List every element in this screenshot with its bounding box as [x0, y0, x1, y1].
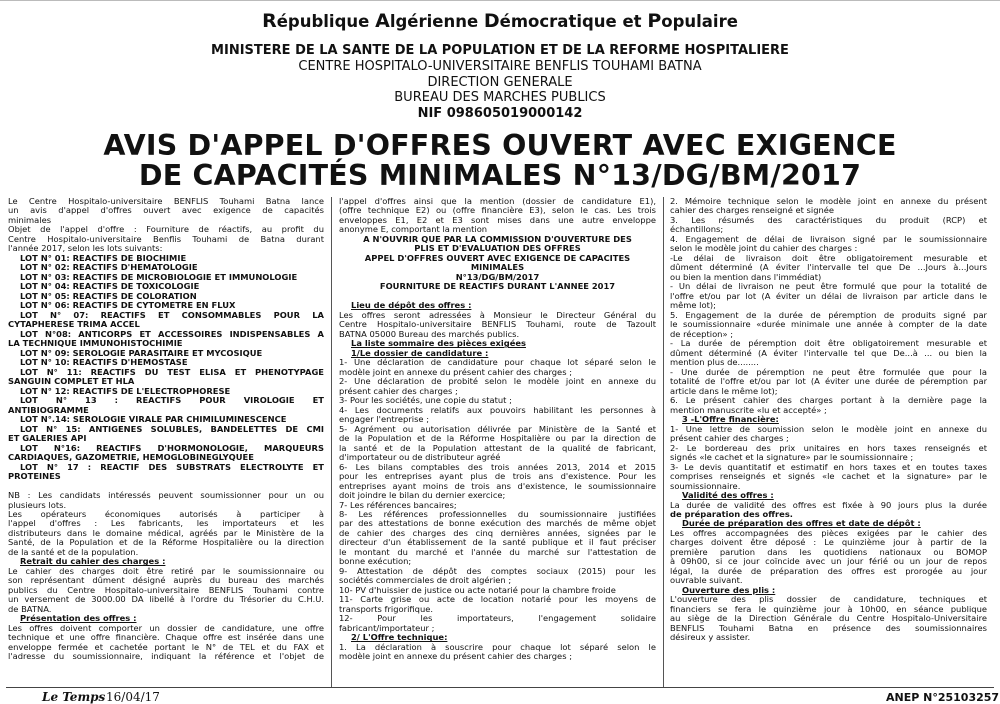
- footer-rule: [6, 687, 994, 688]
- text-line: doit joindre le bilan du dernier exercice;: [339, 491, 506, 501]
- text-line: signés «le cachet et la signature» par le soumissionnaire ;: [670, 453, 914, 463]
- text-line: LOT N°08: ANTICORPS ET ACCESSOIRES INDISPENSABLES A: [20, 329, 324, 339]
- text-line: Ouverture des plis :: [682, 585, 776, 595]
- text-line: l'appel d'offres ainsi que la mention (dossier de candidature E1),: [339, 197, 656, 206]
- text-line: [339, 292, 656, 301]
- text-line: CYTAPHERESE TRIMA ACCEL: [8, 320, 140, 330]
- text-line: 4. Engagement de délai de livraison signé par le soumissionnaire: [670, 234, 987, 244]
- header-initial: D: [483, 10, 500, 32]
- text-line: ET GALERIES API: [8, 434, 87, 444]
- text-line: de réception» ;: [670, 329, 734, 339]
- text-line: BENFLIS Touhami Batna en présence des soumissionnaires: [670, 623, 987, 633]
- text-line: Présentation des offres :: [20, 614, 137, 624]
- text-line: NB : Les candidats intéressés peuvent soumissionner pour un ou: [8, 491, 324, 501]
- text-line: article dans le même lot);: [670, 386, 778, 396]
- text-line: transports frigorifique.: [339, 604, 434, 614]
- text-line: MINIMALES: [470, 263, 525, 273]
- text-line: ou bien la mention dans l'immédiat): [670, 272, 822, 282]
- text-line: Lieu de dépôt des offres :: [351, 301, 472, 311]
- text-line: fabricant/importateur ;: [339, 623, 435, 633]
- text-line: l'offre et/ou par lot (A éviter un délai de livraison par article dans le: [670, 291, 987, 301]
- text-line: enveloppe fermée et cachetée portant le N° de TEL et du FAX et: [8, 642, 324, 652]
- text-line: FOURNITURE DE REACTIFS DURANT L'ANNEE 2017: [379, 282, 616, 292]
- text-column-left: [8, 197, 324, 683]
- text-line: 3- Le devis quantitatif et estimatif en hors taxes et en toutes taxes: [670, 462, 987, 472]
- text-line: 6- Les bilans comptables des trois années 2013, 2014 et 2015: [339, 462, 656, 472]
- column-divider: [331, 197, 332, 687]
- text-line: première parution dans les quotidiens nationaux ou BOMOP: [670, 547, 987, 557]
- text-line: BATNA 05000 Bureau des marchés publics.: [339, 329, 520, 339]
- text-line: 3. Les résumés des caractéristiques du produit (RCP) et: [670, 215, 987, 225]
- text-line: dûment déterminé (A éviter l'intervalle tel que De ...Jours à...Jours: [670, 263, 987, 273]
- text-line: 11- Carte grise ou acte de location notarié pour les moyens de: [339, 595, 656, 605]
- text-line: enveloppes E1, E2 et E3 sont mises dans une autre enveloppe: [339, 215, 656, 225]
- text-line: publics du Centre Hospitalo-universitaire BENFLIS Touhami contre: [8, 585, 324, 595]
- text-line: 1- Une lettre de soumission selon le modèle joint en annexe du: [670, 424, 987, 434]
- header-word: épublique: [276, 12, 376, 31]
- text-line: LOT N° 07: REACTIFS ET CONSOMMABLES POUR LA: [20, 310, 324, 320]
- text-line: modèle joint en annexe du présent cahier des charges ;: [339, 367, 573, 377]
- text-line: Les offres doivent comporter un dossier de candidature, une offre: [8, 623, 324, 633]
- text-line: un avis d'appel d'offres ouvert avec exigence de capacités: [8, 206, 324, 216]
- text-line: 4- Les documents relatifs aux pouvoirs habilitant les personnes à: [339, 405, 656, 415]
- header-word: opulaire: [661, 12, 738, 31]
- text-line: l'année 2017, selon les lots suivants:: [8, 244, 163, 254]
- text-line: technique et une offre financière. Chaque offre est insérée dans une: [8, 633, 324, 643]
- nif-number: NIF 098605019000142: [417, 106, 583, 121]
- text-line: - Une durée de péremption ne peut être formulée que pour la: [670, 367, 987, 377]
- text-line: Validité des offres :: [682, 491, 774, 501]
- text-line: 2. Mémoire technique selon le modèle joint en annexe du présent: [670, 197, 987, 206]
- text-line: distributeurs dans le domaine médical, agréés par le Ministère de la: [8, 528, 324, 538]
- text-line: pour les entreprises ayant plus de trois ans d'existence. Pour les: [339, 472, 656, 482]
- text-line: - La durée de péremption doit être obligatoirement mesurable et: [670, 339, 987, 349]
- text-line: totalité de l'offre et/ou par lot (A éviter une durée de péremption par: [670, 377, 987, 387]
- notice-title-line-2: DE CAPACITÉS MINIMALES N°13/DG/BM/2017: [138, 159, 862, 192]
- text-line: LOT N° 10: REACTIFS D'HEMOSTASE: [20, 358, 188, 368]
- text-line: de la Population et de la Réforme Hospitalière ou par la direction de: [339, 434, 656, 444]
- text-line: -Le délai de livraison doit être obligatoirement mesurable et: [670, 253, 987, 263]
- header-initial: A: [375, 10, 390, 32]
- text-line: 1- Une déclaration de candidature pour chaque lot séparé selon le: [339, 358, 656, 368]
- text-line: LOT N° 09: SEROLOGIE PARASITAIRE ET MYCOSIQUE: [20, 348, 263, 358]
- text-line: l'appel d'offres : Les fabricants, les importateurs et les: [8, 519, 324, 529]
- text-line: LOT N° 12: REACTIFS DE L'ELECTROPHORESE: [20, 386, 231, 396]
- text-line: au siège de la Direction Générale du Centre Hospitalo-Universitaire: [670, 614, 987, 624]
- text-line: de cahier des charges des cinq dernières années, signées par le: [339, 528, 656, 538]
- hospital-name: CENTRE HOSPITALO-UNIVERSITAIRE BENFLIS TOUHAMI BATNA: [298, 59, 702, 74]
- text-line: de la santé et de la population.: [8, 547, 139, 557]
- text-line: d'importateur ou de distributeur agréé: [339, 453, 501, 463]
- text-line: minimales: [8, 215, 52, 225]
- text-line: Le Centre Hospitalo-universitaire BENFLIS Touhami Batna lance: [8, 197, 324, 206]
- text-line: 10- PV d'huissier de justice ou acte notarié pour la chambre froide: [339, 585, 616, 595]
- text-line: 3- Pour les sociétés, une copie du statut ;: [339, 396, 512, 406]
- text-line: cahier des charges renseigné et signée: [670, 206, 835, 216]
- text-line: [8, 482, 324, 491]
- text-line: 2- Une déclaration de probité selon le modèle joint en annexe du: [339, 377, 656, 387]
- text-line: CARDIAQUES, GAZOMETRIE, HEMOGLOBINEGLYQUEE: [8, 453, 254, 463]
- text-line: soumissionnaire.: [670, 481, 741, 491]
- text-line: comprises renseignés et signés «le cachet et la signature» par le: [670, 472, 987, 482]
- text-line: modèle joint en annexe du présent cahier des charges ;: [339, 652, 573, 662]
- text-line: Santé, de la Population et de la Réforme Hospitalière ou la direction: [8, 538, 324, 548]
- notice-title-line-1: AVIS D'APPEL D'OFFRES OUVERT AVEC EXIGENCE: [103, 129, 897, 162]
- text-line: mention manuscrite «lu et accepté» ;: [670, 405, 827, 415]
- text-line: APPEL D'OFFRES OUVERT AVEC EXIGENCE DE CAPACITES: [364, 253, 631, 263]
- text-line: La liste sommaire des pièces exigées: [351, 339, 526, 349]
- text-line: à 09h00, si ce jour coïncide avec un jour férié ou un jour de repos: [670, 557, 987, 567]
- anep-reference: ANEP N°25103257: [886, 691, 1000, 704]
- text-line: de préparation des offres.: [670, 509, 793, 519]
- text-line: dûment déterminé (A éviter l'intervalle tel que De...à ... ou bien la: [670, 348, 987, 358]
- text-line: 1. La déclaration à souscrire pour chaque lot séparé selon le: [339, 642, 656, 652]
- text-line: LOT N° 15: ANTIGENES SOLUBLES, BANDELETTES DE CMI: [20, 424, 324, 434]
- text-line: Le cahier des charges doit être retiré par le soumissionnaire ou: [8, 566, 324, 576]
- text-line: 8- Les références professionnelles du soumissionnaire justifiées: [339, 509, 656, 519]
- text-line: échantillons;: [670, 225, 724, 235]
- text-line: ouvrable suivant.: [670, 576, 743, 586]
- text-line: LOT N° 04: REACTIFS DE TOXICOLOGIE: [20, 282, 200, 292]
- text-line: La durée de validité des offres est fixée à 90 jours plus la durée: [670, 500, 987, 510]
- text-line: LOT N° 13 : REACTIFS POUR VIROLOGIE ET: [20, 396, 324, 406]
- text-line: Les offres accompagnées des pièces exigées par le cahier des: [670, 528, 987, 538]
- text-line: LOT N° 17 : REACTIF DES SUBSTRATS ELECTROLYTE ET: [20, 462, 324, 472]
- text-line: sociétés commerciales de droit algérien ;: [339, 576, 512, 586]
- newspaper-name: Le Temps: [42, 690, 106, 704]
- text-line: Objet de l'appel d'offre : Fourniture de réactifs, au profit du: [8, 225, 324, 235]
- text-line: Centre Hospitalo-universitaire Benflis Touhami de Batna durant: [8, 234, 324, 244]
- text-line: 2/ L'Offre technique:: [351, 633, 448, 643]
- header-word: lgérienne: [389, 12, 484, 31]
- text-line: plusieurs lots.: [8, 500, 67, 510]
- text-line: légal, la durée de préparation des offres est prorogée au jour: [670, 566, 987, 576]
- text-line: financiers se fera le quinzième jour à 10h00, en séance publique: [670, 604, 987, 614]
- text-line: le montant du marché et l'année du marché sur l'attestation de: [339, 547, 656, 557]
- publication-date: 16/04/17: [106, 690, 160, 704]
- header-initial: P: [647, 10, 662, 32]
- republic-header: [0, 10, 1000, 32]
- text-line: 1/Le dossier de candidature :: [351, 348, 489, 358]
- text-line: 5- Agrément ou autorisation délivrée par Ministère de la Santé et: [339, 424, 656, 434]
- direction-name: DIRECTION GENERALE: [427, 75, 573, 90]
- column-divider: [663, 197, 664, 687]
- text-line: 3 -L'Offre financière:: [682, 415, 779, 425]
- text-line: LOT N° 02: REACTIFS D'HEMATOLOGIE: [20, 263, 198, 273]
- text-line: l'adresse du soumissionnaire, indiquant la référence et l'objet de: [8, 652, 324, 662]
- text-line: Durée de préparation des offres et date de dépôt :: [682, 519, 921, 529]
- text-line: 2- Le bordereau des prix unitaires en hors taxes renseignés et: [670, 443, 987, 453]
- text-line: présent cahier des charges ;: [339, 386, 458, 396]
- text-line: désireux y assister.: [670, 633, 751, 643]
- ministry-name: MINISTERE DE LA SANTE DE LA POPULATION ET DE LA REFORME HOSPITALIERE: [211, 43, 789, 58]
- text-line: par des attestations de bonne exécution des marchés de même objet: [339, 519, 656, 529]
- text-line: le soumissionnaire «durée minimale une année à compter de la date: [670, 320, 987, 330]
- header-initial: R: [262, 10, 277, 32]
- text-line: entreprises ayant moins de trois ans d'existence, le soumissionnaire: [339, 481, 656, 491]
- text-line: un versement de 3000.00 DA libellé à l'ordre du Trésorier du C.H.U.: [8, 595, 324, 605]
- text-line: charges doivent être déposé : Le quinzième jour à partir de la: [670, 538, 987, 548]
- text-line: directeur d'un établissement de la santé publique et il faut préciser: [339, 538, 656, 548]
- text-line: selon le modèle joint du cahier des charges :: [670, 244, 858, 254]
- text-line: 9- Attestation de dépôt des comptes sociaux (2015) pour les: [339, 566, 656, 576]
- text-line: de BATNA.: [8, 604, 52, 614]
- text-line: (offre technique E2) ou (offre financière E3), selon le cas. Les trois: [339, 206, 656, 216]
- text-line: bonne exécution;: [339, 557, 412, 567]
- text-line: LA TECHNIQUE IMMUNOHISTOCHIMIE: [8, 339, 183, 349]
- text-line: LOT N° 03: REACTIFS DE MICROBIOLOGIE ET IMMUNOLOGIE: [20, 272, 298, 282]
- text-line: 7- Les références bancaires;: [339, 500, 457, 510]
- bureau-name: BUREAU DES MARCHES PUBLICS: [394, 90, 606, 105]
- text-line: anonyme E, comportant la mention: [339, 225, 488, 235]
- text-line: N°13/DG/BM/2017: [455, 272, 540, 282]
- text-line: A N'OUVRIR QUE PAR LA COMMISSION D'OUVERTURE DES: [363, 234, 632, 244]
- text-line: PROTEINES: [8, 472, 61, 482]
- text-line: la santé et de la Population attestant de la qualité de fabricant,: [339, 443, 656, 453]
- text-line: mention plus de........: [670, 358, 759, 368]
- text-line: L'ouverture des plis dossier de candidature, techniques et: [670, 595, 987, 605]
- text-line: Retrait du cahier des charges :: [20, 557, 166, 567]
- text-line: LOT N° 05: REACTIFS DE COLORATION: [20, 291, 197, 301]
- text-line: LOT N° 06: REACTIFS DE CYTOMETRE EN FLUX: [20, 301, 236, 311]
- text-line: Centre Hospitalo-universitaire BENFLIS Touhami, route de Tazoult: [339, 320, 656, 330]
- text-line: 6. Le présent cahier des charges portant à la dernière page la: [670, 396, 987, 406]
- text-line: LOT N°.14: SEROLOGIE VIRALE PAR CHIMILUMINESCENCE: [20, 415, 287, 425]
- header-word: émocratique et: [499, 12, 648, 31]
- text-line: ANTIBIOGRAMME: [8, 405, 89, 415]
- text-line: PLIS ET D'EVALUATION DES OFFRES: [414, 244, 581, 254]
- text-line: - Un délai de livraison ne peut être formulé que pour la totalité de: [670, 282, 987, 292]
- text-line: engager l'entreprise ;: [339, 415, 430, 425]
- text-line: LOT N° 01: REACTIFS DE BIOCHIMIE: [20, 253, 187, 263]
- text-line: LOT N° 11: REACTIFS DU TEST ELISA ET PHENOTYPAGE: [20, 367, 324, 377]
- text-line: Les opérateurs économiques autorisés à participer à: [8, 509, 324, 519]
- text-line: Les offres seront adressées à Monsieur le Directeur Général du: [339, 310, 656, 320]
- text-line: 5. Engagement de la durée de péremption de produits signé par: [670, 310, 987, 320]
- text-line: LOT N°16: REACTIFS D'HORMONOLOGIE, MARQUEURS: [20, 443, 324, 453]
- text-line: 12- Pour les importateurs, l'engagement solidaire: [339, 614, 656, 624]
- text-column-middle: [339, 197, 656, 683]
- text-line: même lot);: [670, 301, 716, 311]
- text-line: son représentant dûment désigné auprès du bureau des marchés: [8, 576, 324, 586]
- text-column-right: [670, 197, 987, 683]
- text-line: présent cahier des charges ;: [670, 434, 789, 444]
- text-line: SANGUIN COMPLET ET HLA: [8, 377, 135, 387]
